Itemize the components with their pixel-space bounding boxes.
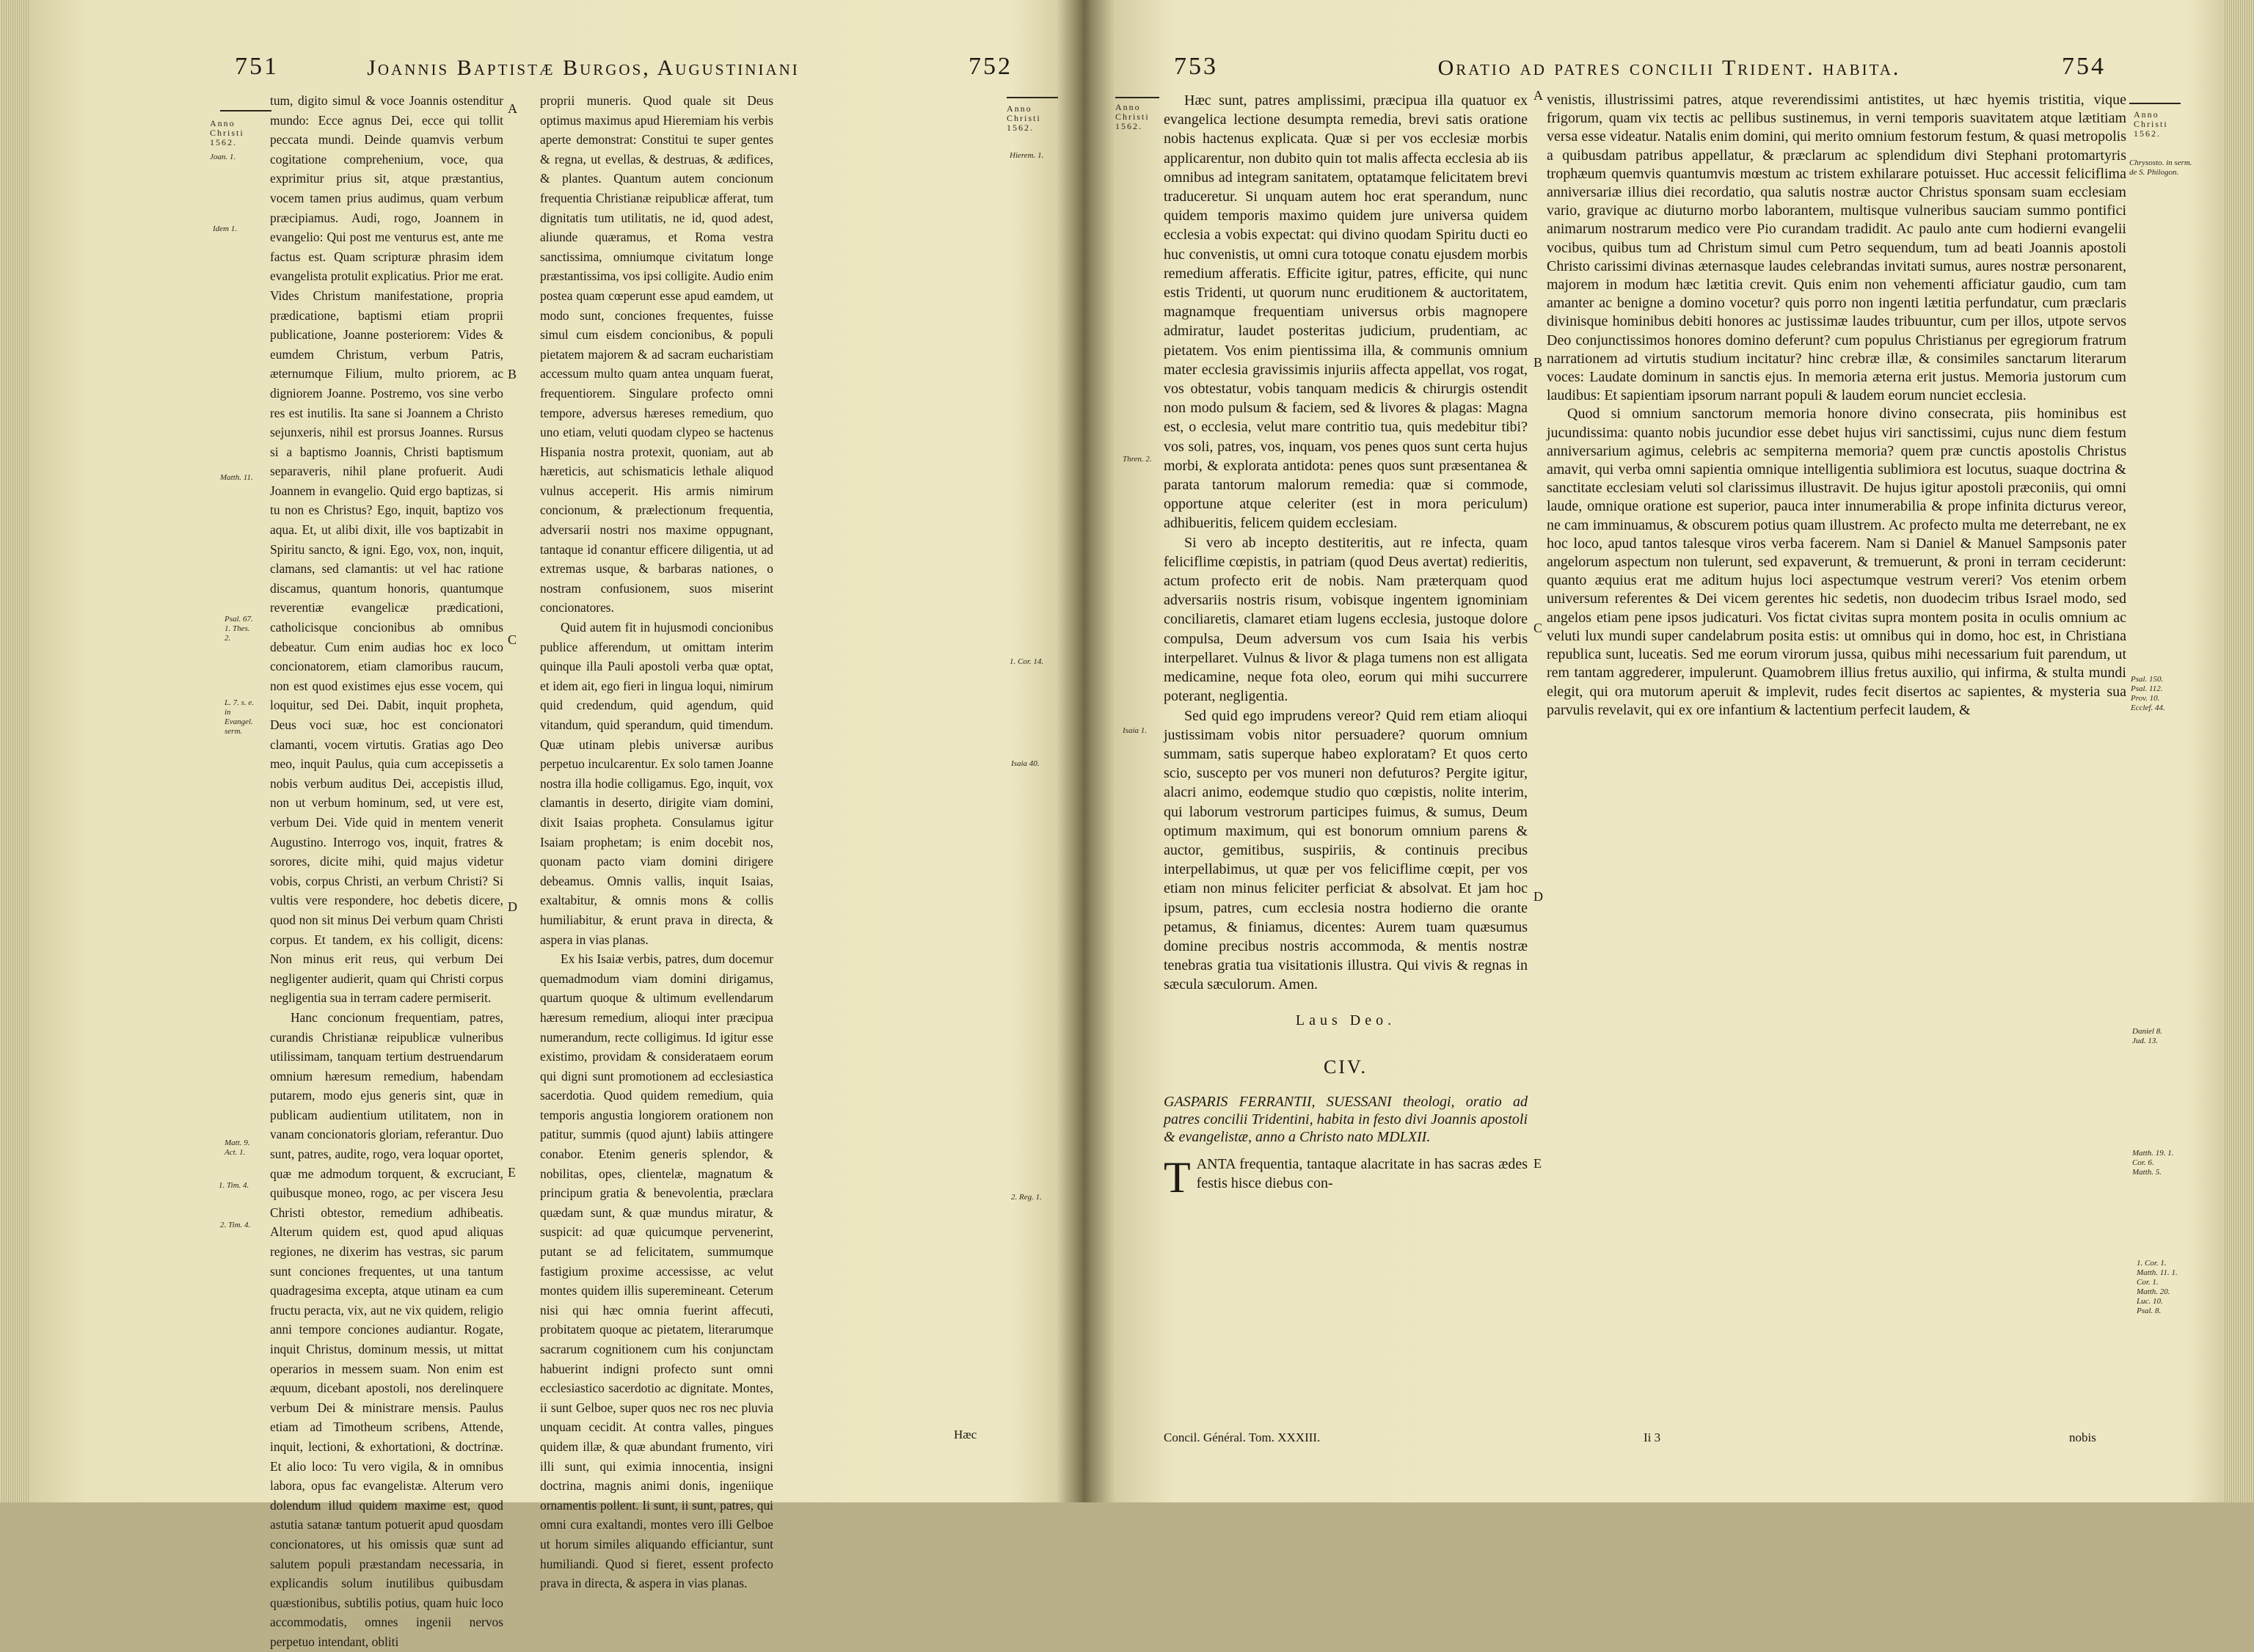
- paragraph: venistis, illustrissimi patres, atque reverendissimi antistites, ut hæc hyemis tristitia, vique frigorum, quam vix tectis ac pellibus sustinemus, in verni temporis suavitatem atque lætitiam versa esse videatur. Natalis enim domini, qui merito omnium festorum festum, & quasi metropolis a quibusdam patribus appellatur, & præclarum ac splendidum divi Stephani protomartyris trophæum quemvis quantumvis mœstum ac tristem exhilarare potuisset. Huc accessit feliciflima anniversariæ illius diei recordatio, qua salutis nostræ auctor Christus sponsam suam ecclesiam vario, gravique ac diuturno morbo laborantem, multisque vulneribus sauciam summo pontifici animarum nostrarum medico vere Pio curandam tradidit. Ac paulo ante cum hodierni evangelii vocibus, quibus tum ad Christum simul cum Petro sequendum, tum ad beati Joannis apostoli Christo carissimi divinas æternasque laudes celebrandas invitati sumus, aures nostræ personarent, majorem in modum hæc lætitia crevit. Quis enim non vehementi afficiatur gaudio, cum tam amanter ac benigne a domino vocetur? quis porro non ingenti lætitia perfundatur, cum præclaris divinisque hominibus debiti honores ac justissimæ laudes tribuuntur, cum per illos, utpote servos Deo conjunctissimos honores domino deferunt? cum populus Christianus per egregiorum fratrum narrationem ad virtutis studium incitatur? hinc crebræ illæ, & consimiles sanctarum literarum voces: Laudate dominum in sanctis ejus. In memoria æterna erit justus. Memoria justorum cum laudibus: Et sapientiam ipsorum narrant populi & laudem eorum nunciet ecclesia.: [1547, 92, 2126, 404]
- left-running-title: Joannis Baptistæ Burgos, Augustiniani: [367, 56, 800, 80]
- drop-cap: T: [1164, 1152, 1191, 1202]
- signature-mark: Ii 3: [1644, 1430, 1661, 1444]
- margin-note: Matth. 11.: [220, 473, 253, 482]
- section-letter: C: [508, 632, 517, 647]
- margin-note: Hierem. 1.: [1010, 151, 1044, 160]
- section-letter: C: [1533, 621, 1543, 635]
- margin-note: Psal. 150. Psal. 112. Prov. 10. Ecclef. 44.: [2131, 675, 2165, 712]
- margin-note: Psal. 67. 1. Thes. 2.: [225, 615, 253, 643]
- margin-year-label: Anno Christi 1562.: [210, 118, 244, 147]
- margin-note: 2. Reg. 1.: [1011, 1193, 1042, 1202]
- left-page: [110, 0, 1057, 1649]
- paragraph: proprii muneris. Quod quale sit Deus optimus maximus apud Hieremiam his verbis aperte demonstrat: Constitui te super gentes & regna, ut evellas, & destruas, & ædifices, & plantes. Quantum autem concionum frequentia Christianæ reipublicæ afferat, tum dignitatis tum utilitatis, ne id, quod adest, aliunde quæramus, et Roma vestra sanctissima, omniumque civitatum longe præstantissima, vos ipsi colligite. Audio enim postea quam cœperunt esse apud eamdem, ut modo sunt, conciones frequentes, fuisse simul cum eisdem concionibus, & populi pietatem majorem & ad sacram eucharistiam accessum multo quam antea unquam fuerat, frequentiorem. Singulare profecto omni tempore, adversus hæreses remedium, quo uno etiam, veluti quodam clypeo se hactenus Hispania nostra protexit, quoniam, aut ab hæreticis, aut schismaticis lethale aliquod vulnus acceperit. His armis nimirum concionum, & prælectionum frequentia, adversarii nostri nos maxime oppugnant, tantaque id conantur efficere diligentia, ut ad extremas usque, & barbaras nationes, o nostram confusionem, suos miserint concionatores.: [540, 93, 773, 615]
- catchword: nobis: [2069, 1430, 2096, 1444]
- paragraph: Quod si omnium sanctorum memoria honore divino consecrata, piis hominibus est jucundissima: quanto nobis jucundior esse debet hujus viri sanctissimi, cujus nunc diem festum anniversarium agimus, celebris ac sempiterna memoria? quem præ cunctis apostolis Christus amavit, qui verba omni sapientia omnique intelligentia sublimiora est locutus, suaque doctrina & sanctitate ecclesiam veluti sol clarissimus illustravit. De hujus igitur apostoli præconiis, qui omni laude, omnique oratione est superior, pauca inter innumerabilia & prope infinita dicturus vereor, ne cam imminuamus, & obscurem potius quam illustrem. Ac profecto multa me deterrebant, ne ex hoc loco, apud tantos talesque viros verba facerem. Nam si Daniel & Manuel Sampsonis pater angelorum aspectum non tulerunt, sed expaverunt, & tremuerunt, & proni in terram ceciderunt: quanto æquius erat me aditum hujus loci aspectumque vestrum vereri? Vos etenim orbem universum referentes & Dei vicem gerentes hic sedetis, non duodecim tribus Israel modo, sed angelos etiam pene ipsos judicaturi. Vos fictat civitas supra montem posita in oculis omnium ac veluti lux mundi super candelabrum posita estis: ut omnibus qui in domo, hoc est, in Christiana republica sunt, luceatis. Sed me eorum virorum jussa, quibus mihi necessarium fuit parendum, ut rem tantam aggrederer, impulerunt. Quamobrem illius fretus auxilio, qui infirma, & stulta mundi elegit, qui ora mutorum aperuit & implevit, rudes fecit disertos ac sapientes, & mysteria sua parvulis revelavit, qui ex ore infantium & lactentium perfecit laudem, &: [1547, 406, 2126, 718]
- right-page-edges: [2223, 0, 2254, 1502]
- right-column-2: [1547, 91, 2126, 720]
- margin-note: Joan. 1.: [210, 153, 236, 161]
- opening-text: ANTA frequentia, tantaque alacritate in has sacras ædes festis hisce diebus con-: [1196, 1155, 1528, 1192]
- section-letter: D: [508, 899, 517, 914]
- section-letter: A: [508, 101, 517, 116]
- paragraph: Sed quid ego imprudens vereor? Quid rem etiam alioqui justissimam vobis nitor persuadere? quorum omnium summam, satis superque habeo exploratam? Et quos certo scio, suscepto per vos muneri non defuturos? Pergite igitur, alacri animo, eodemque studio quo cœpistis, nolite interim, qui laborum vestrorum participes fuimus, & sumus, Deum optimum maximum, qui est bonorum omnium parens & auctor, gemitibus, suspiriis, & continuis precibus interpellabimus, ut quæ per vos feliciflime cœpit, per vos etiam non minus feliciter perficiat & absolvat. Et jam hoc ipsum, patres, cum ecclesia nostra hodierno die orante petamus, & finiamus, dicentes: Aurem tuam quæsumus domine precibus nostris accommoda, & mentis nostræ tenebras gratia tua visitationis illustra. Qui vivis & regnas in sæcula sæculorum. Amen.: [1164, 707, 1528, 993]
- right-running-title: Oratio ad patres concilii Trident. habita.: [1437, 56, 1901, 80]
- section-letter: A: [1533, 88, 1543, 103]
- margin-note: 2. Tim. 4.: [220, 1221, 251, 1229]
- margin-note: Chrysosto. in serm. de S. Philogon.: [2129, 158, 2192, 177]
- margin-note: 1. Tim. 4.: [219, 1181, 249, 1190]
- margin-note: L. 7. s. e. in Evangel. serm.: [225, 698, 255, 736]
- right-column-1: [1164, 91, 1528, 1202]
- section-number: CIV.: [1324, 1056, 1368, 1078]
- margin-note: Matth. 19. 1. Cor. 6. Matth. 5.: [2132, 1149, 2174, 1177]
- margin-note: Isaia 40.: [1011, 759, 1040, 768]
- paragraph: Hanc concionum frequentiam, patres, curandis Christianæ reipublicæ vulneribus utilissimam, tanquam tertium destruendarum omnium hæresum remedium, habendam putarem, modo ejus generis sint, quæ in publicam audientium utilitatem, non in vanam concionatoris gloriam, referantur. Duo sunt, patres, audite, rogo, vera loquar oportet, quæ me admodum torquent, & excruciant, quibusque moneo, rogo, ac per viscera Jesu Christi obtestor, remedium adhibeatis. Alterum quidem est, quod apud aliquas regiones, ne dixerim has vestras, sic parum sunt conciones frequentes, ut una tantum quadragesima excepta, atque utinam ea cum fructu peracta, vix, aut ne vix quidem, religio anni tempore conciones audiantur. Rogate, inquit Christus, dominum messis, ut mittat operarios in messem suam. Non enim est æquum, dicebant apostoli, nos derelinquere verbum Dei & ministrare mensis. Paulus etiam ad Timotheum scribens, Attende, inquit, lectioni, & exhortationi, & doctrinæ. Et alio loco: Tu vero vigila, & in omnibus labora, opus fac evangelistæ. Alterum vero dolendum illud quidem maxime est, quod astutia satanæ tantum potuerit apud quosdam concionatores, ut his omissis quæ sunt ad salutem populi præstandam necessaria, in explicandis solum inutilibus quibusdam quæstionibus, subtilis potius, quam huic loco accommodatis, omnes ingenii nervos perpetuo intendant, obliti: [270, 1009, 503, 1649]
- section-letter: E: [508, 1165, 516, 1180]
- page-number-752: 752: [969, 53, 1013, 80]
- margin-note: Matt. 9. Act. 1.: [225, 1139, 250, 1157]
- catchword: Hæc: [954, 1428, 977, 1441]
- section-letter: B: [1533, 355, 1543, 370]
- rule: [1115, 97, 1159, 98]
- margin-year-label: Anno Christi 1562.: [1115, 102, 1150, 131]
- page-number-751: 751: [235, 53, 279, 80]
- page-number-754: 754: [2062, 53, 2106, 80]
- laus-deo: Laus Deo.: [1295, 1012, 1396, 1028]
- left-column-2: [540, 91, 773, 1593]
- margin-note: Thren. 2.: [1123, 455, 1152, 464]
- margin-note: Idem 1.: [213, 224, 237, 233]
- footer-volume: Concil. Général. Tom. XXXIII.: [1164, 1430, 1321, 1444]
- left-page-edges: [0, 0, 29, 1502]
- section-letter: E: [1533, 1156, 1542, 1171]
- margin-year-label: Anno Christi 1562.: [1007, 103, 1041, 133]
- paragraph: Hæc sunt, patres amplissimi, præcipua illa quatuor ex evangelica lectione desumpta remedia, brevi satis oratione nobis hactenus explicata. Quæ si per vos ecclesiæ morbis applicarentur, non dubito quin tot malis affecta ecclesia ab iis omnibus ad integram sanitatem, optatamque felicitatem brevi traduceretur. Si unquam autem hoc erat sperandum, nunc quidem temporis maximo quidem jure universa quidem ecclesia a vobis expectat: qui divino quodam Spiritu ducti eo huc convenistis, ut omni cura totoque conatu ejusdem morbis remedium afferatis. Efficite igitur, patres, efficite, qui nunc estis Tridenti, ut quorum nunc eruditionem & auctoritatem, magnamque frequentiam universus orbis magnopere admiratur, laudet posteritas judicium, prudentiam, ac pietatem. Vos enim pientissima illa, & communis omnium mater ecclesia gravissimis injuriis affecta appellat, vos rogat, vos obtestatur, vobis tanquam medicis & chirurgis ostendit non modo pulsum & faciem, sed & livores & plagas: Magna est, o ecclesia, velut mare contritio tua, quis medebitur tibi? vos soli, patres, vos, inquam, vos penes quos sunt certa hujus morbi, & explorata antidota: penes quos sunt præsentanea & parata tantorum malorum remedia: quæ si commode, opportune atque celeriter (est in mora periculum) adhibueritis, felicem quidem ecclesiam.: [1164, 92, 1528, 532]
- margin-note: 1. Cor. 1. Matth. 11. 1. Cor. 1. Matth. 20. Luc. 10. Psal. 8.: [2137, 1259, 2178, 1315]
- oration-heading: GASPARIS FERRANTII, SUESSANI theologi, oratio ad patres concilii Tridentini, habita in festo divi Joannis apostoli & evangelistæ, anno a Christo nato MDLXII.: [1164, 1093, 1528, 1145]
- section-letter: D: [1533, 889, 1543, 904]
- rule: [1007, 97, 1058, 98]
- margin-note: Isaia 1.: [1123, 726, 1147, 735]
- margin-year-label: Anno Christi 1562.: [2134, 109, 2168, 139]
- right-running-head: [1115, 53, 2201, 89]
- margin-note: 1. Cor. 14.: [1010, 657, 1044, 666]
- paragraph: tum, digito simul & voce Joannis ostenditur mundo: Ecce agnus Dei, ecce qui tollit peccata mundi. Deinde quamvis verbum cogitatione comprehenium, voce, qua exprimitur prius sit, atque præstantius, vocem tamen prius audimus, quam verbum præcipiamus. Audi, rogo, Joannem in evangelio: Qui post me venturus est, ante me factus est. Quam scripturæ phrasim idem evangelista protulit explicatius. Prior me erat. Vides Christum manifestatione, propria prædicatione, baptismi etiam proprii publicatione, Joanne posteriorem: Vides & eumdem Christum, verbum Patris, æternumque Filium, multo priorem, ac digniorem Joanne. Postremo, vos sine verbo res est inutilis. Ita sane si Joannem a Christo sejunxeris, nihil est prorsus Joannes. Rursus si a baptismo Joannis, Christi baptismum separaveris, nihil plane profuerit. Audi Joannem in evangelio. Quid ergo baptizas, si tu non es Christus? Ego, inquit, baptizo vos aqua. Et, ut alibi dixit, ille vos baptizabit in Spiritu sancto, & igni. Ego, vox, non, inquit, clamans, sed clamantis: ut vel hac ratione discamus, quantum honoris, quantumque reverentiæ evangelicæ prædicationi, catholicisque concionibus ab omnibus debeatur. Cum enim audias hoc ex loco concionatorem, etiam clamoribus raucum, non est quod existimes ejus esse vocem, qui loquitur, sed Dei. Dabit, inquit propheta, Deus voci suæ, hoc est concionatori clamanti, vocem virtutis. Gratias ago Deo meo, inquit Paulus, quia cum accepissetis a nobis verbum auditus Dei, accepistis illud, non ut verbum hominum, sed, ut vere est, verbum Dei. Vide quid in mentem venerit Augustino. Interrogo vos, inquit, fratres & sorores, dicite mihi, quid majus videtur vobis, corpus Christi, an verbum Christi? Si vultis vere respondere, hoc debetis dicere, quod non sit minus Dei verbum quam Christi corpus. Et tandem, ex his colligit, dicens: Non minus erit reus, qui verbum Dei negligenter audierit, quam qui Christi corpus negligentia sua in terram cadere permiserit.: [270, 93, 503, 1006]
- rule: [2129, 103, 2181, 104]
- rule: [220, 110, 271, 112]
- margin-note: Daniel 8. Jud. 13.: [2132, 1027, 2162, 1045]
- left-column-1: [270, 91, 503, 1652]
- opening-paragraph: [1164, 1152, 1528, 1202]
- right-page: [1115, 0, 2201, 1502]
- paragraph: Quid autem fit in hujusmodi concionibus publice afferendum, ut omittam interim quinque illa Pauli apostoli verba quæ optat, et idem ait, ego fieri in lingua loqui, nimirum quid credendum, quid agendum, quid vitandum, quid sperandum, quid timendum. Quæ utinam plebis universæ auribus perpetuo inculcarentur. Ex solo tamen Joanne nostra illa hodie colligamus. Ego, inquit, vox clamantis in deserto, dirigite viam domini, dixit Isaias propheta. Consulamus igitur Isaiam prophetam; is enim docebit nos, quonam pacto viam domini dirigere debeamus. Omnis vallis, inquit Isaias, exaltabitur, & omnis mons & collis humiliabitur, & erunt prava in directa, & aspera in vias planas.: [540, 620, 773, 947]
- left-running-head: [110, 53, 1057, 89]
- section-letter: B: [508, 367, 517, 381]
- paragraph: Ex his Isaiæ verbis, patres, dum docemur quemadmodum viam domini dirigamus, quartum quoque & ultimum evellendarum hæresum remedium, alioqui inter præcipua numerandum, recte colligimus. Id igitur esse existimo, providam & considerataem eorum qui digni sunt promotionem ad ecclesiastica sacerdotia. Quod quidem remedium, quia temporis angustia longiorem orationem non patitur, summis (quod ajunt) labiis attingere conabor. Etenim generis splendor, & nobilitas, opes, clientelæ, magnatum & principum gratia & benevolentia, præclara quædam sunt, & quæ mundus miratur, & suspicit: ad quæ quicumque pervenerint, putant se ad felicitatem, summumque fastigium proxime accessisse, ac velut montes quidem illis superemineant. Ceterum nisi qui hæc omnia fuerint affecuti, probitatem quoque ac pietatem, literarumque sacrarum cognitionem cum his conjunctam habuerint indigni profecto sunt omni ecclesiastico sacerdotio ac dignitate. Montes, ii sunt Gelboe, super quos nec ros nec pluvia unquam cecidit. At contra valles, pingues quidem illæ, & quæ abundant frumento, viri illi sunt, qui eximia innocentia, insigni doctrina, magnis animi donis, ingeniique ornamentis pollent. Ii sunt, ii sunt, patres, qui omni cura exaltandi, montes vero illi Gelboe ut horum similes aliquando efficiantur, sunt humiliandi. Quod si fieret, essent profecto prava in directa, & aspera in vias planas.: [540, 951, 773, 1591]
- page-number-753: 753: [1174, 53, 1218, 80]
- paragraph: Si vero ab incepto destiteritis, aut re infecta, quam feliciflime cœpistis, in patriam (quod Deus avertat) redieritis, actum profecto erit de nobis. Nam præterquam quod adversariis nostris risum, vobisque ingentem ignominiam conciliaretis, clamaret etiam lugens ecclesia, justoque dolore compulsa, Deum adversum vos cum Isaia his verbis interpellaret. Vulnus & livor & plaga tumens non est alligata medicamine, neque fota oleo, eorum qui mihi succurrere poterant, negligentia.: [1164, 534, 1528, 705]
